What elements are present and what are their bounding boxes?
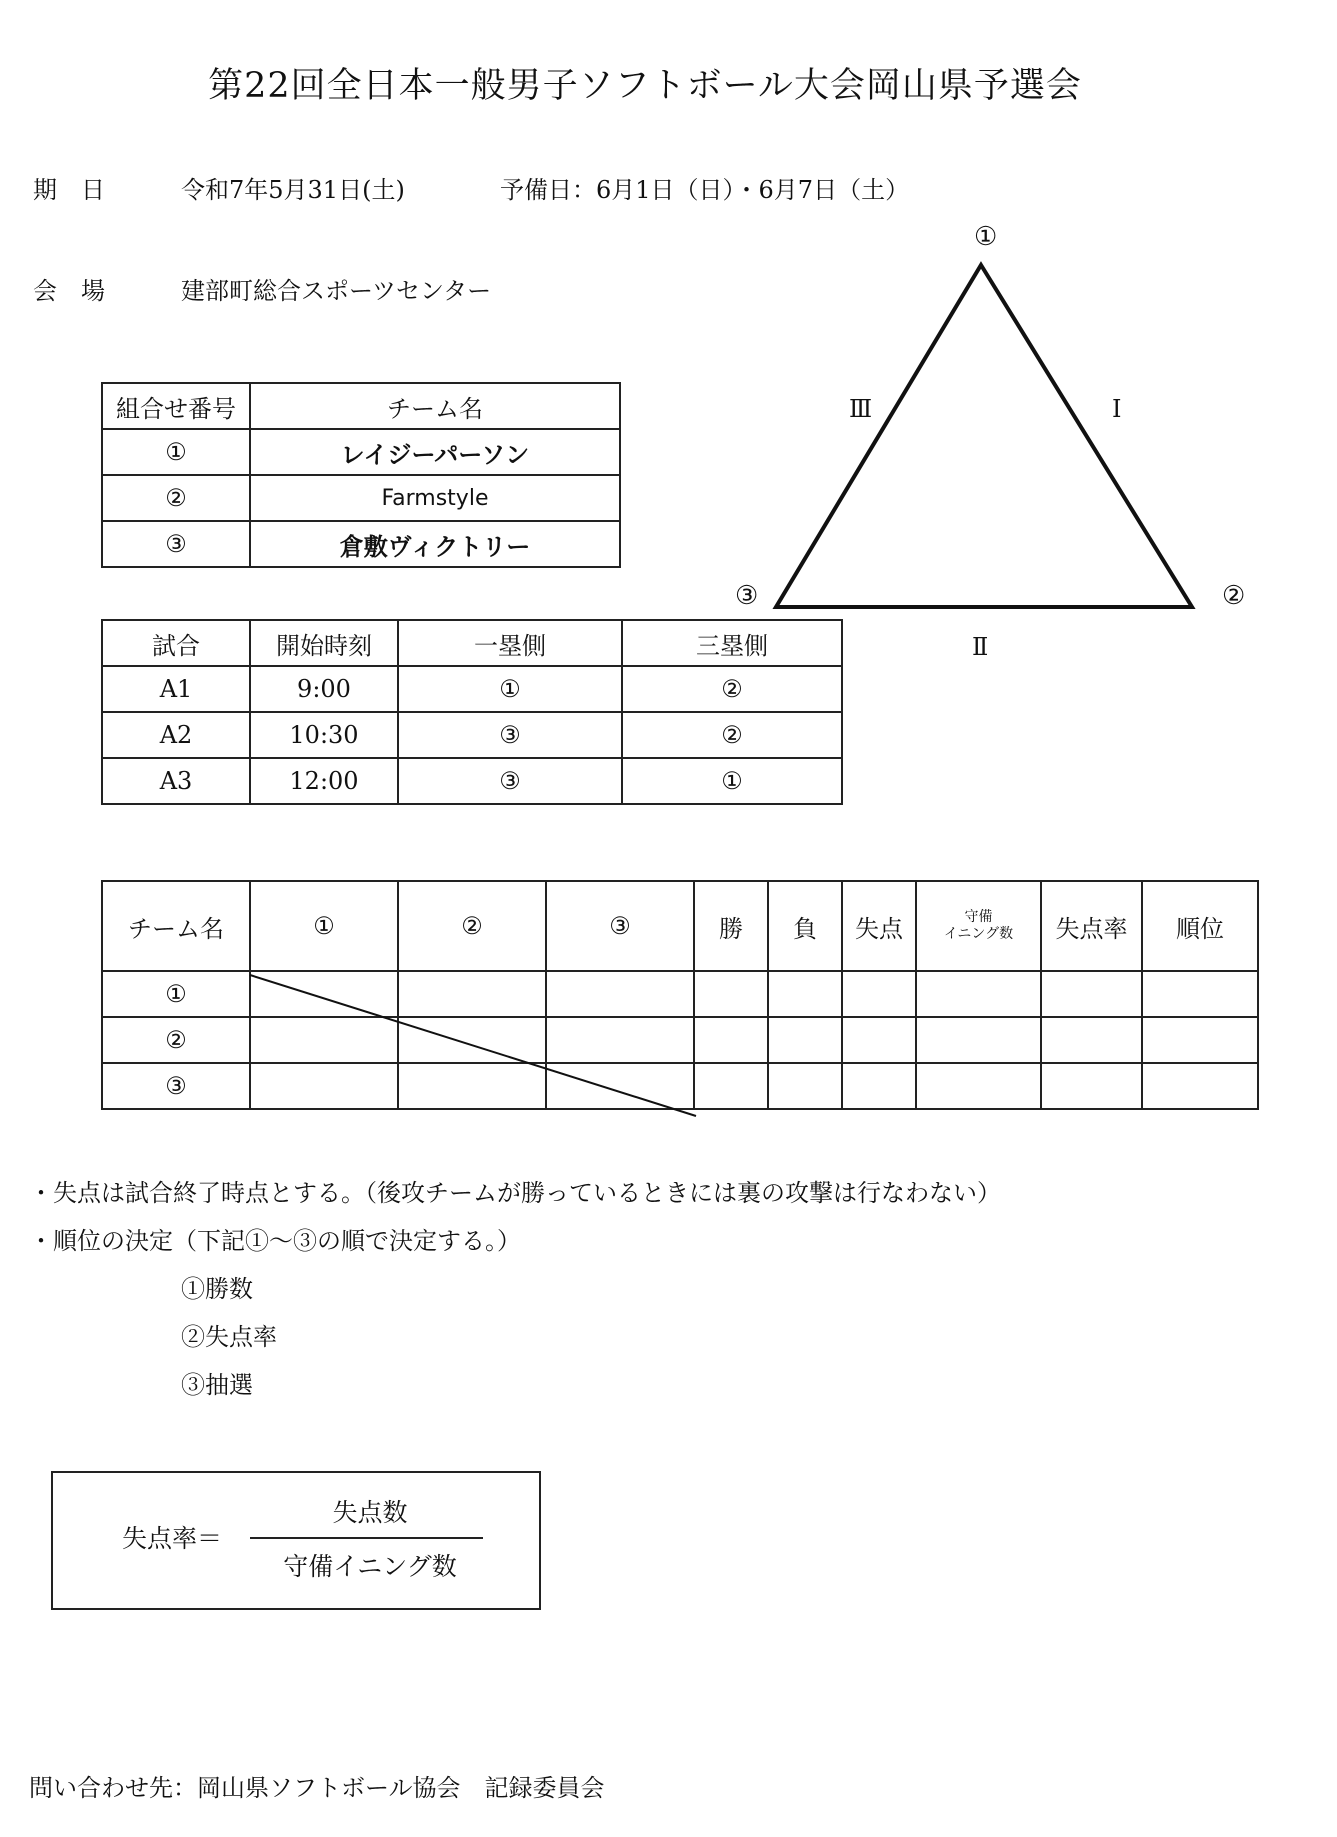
header-cell: ② <box>398 881 546 971</box>
formula-box <box>51 1471 541 1610</box>
formula-denominator: 守備イニング数 <box>283 1552 457 1581</box>
table-row <box>102 475 620 521</box>
header-cell: チーム名 <box>102 881 250 971</box>
draw-table <box>101 382 621 568</box>
formula-lhs: 失点率＝ <box>122 1524 223 1553</box>
result-cell <box>250 1017 398 1063</box>
results-table <box>101 880 1259 1110</box>
formula-numerator: 失点数 <box>332 1498 408 1527</box>
rank-rule-1: ①勝数 <box>181 1275 253 1303</box>
draw-number: ③ <box>102 521 250 567</box>
result-cell <box>250 1063 398 1109</box>
row-label: ③ <box>102 1063 250 1109</box>
result-cell <box>768 1017 842 1063</box>
result-cell <box>916 1063 1041 1109</box>
table-row <box>102 521 620 567</box>
result-cell <box>398 1063 546 1109</box>
third-base-team: ② <box>622 666 842 712</box>
header-cell <box>916 881 1041 971</box>
diagonal-cell <box>250 971 398 1017</box>
third-base-team: ① <box>622 758 842 804</box>
header-subline: 守備 <box>964 909 993 925</box>
side-bottom-label: Ⅱ <box>972 633 989 661</box>
start-time: 9:00 <box>250 666 398 712</box>
note-line-2: ・順位の決定（下記①～③の順で決定する。） <box>29 1227 521 1255</box>
result-cell <box>842 1063 916 1109</box>
team-name: レイジーパーソン <box>250 429 620 475</box>
third-base-team: ② <box>622 712 842 758</box>
first-base-team: ③ <box>398 758 622 804</box>
header-cell: 三塁側 <box>622 620 842 666</box>
schedule-table <box>101 619 843 805</box>
result-cell <box>546 1017 694 1063</box>
result-cell <box>768 1063 842 1109</box>
header-cell: 失点率 <box>1041 881 1142 971</box>
first-base-team: ③ <box>398 712 622 758</box>
result-cell <box>694 971 768 1017</box>
diagonal-cell <box>546 1063 694 1109</box>
result-cell <box>1142 971 1258 1017</box>
table-row <box>102 712 842 758</box>
header-cell: 順位 <box>1142 881 1258 971</box>
date-label: 期 日 <box>33 176 105 204</box>
vertex-top-label: ① <box>974 222 998 252</box>
reserve-date: 予備日：6月1日（日）・6月7日（土） <box>500 176 910 204</box>
triangle-shape <box>776 265 1192 607</box>
diagonal-cell <box>398 1017 546 1063</box>
first-base-team: ① <box>398 666 622 712</box>
start-time: 12:00 <box>250 758 398 804</box>
table-row <box>102 881 1258 971</box>
game-id: A3 <box>102 758 250 804</box>
result-cell <box>546 971 694 1017</box>
row-label: ② <box>102 1017 250 1063</box>
result-cell <box>694 1063 768 1109</box>
table-row <box>102 758 842 804</box>
header-cell: 試合 <box>102 620 250 666</box>
team-name: Farmstyle <box>250 475 620 521</box>
result-cell <box>1142 1017 1258 1063</box>
page-title: 第22回全日本一般男子ソフトボール大会岡山県予選会 <box>208 66 1082 106</box>
result-cell <box>768 971 842 1017</box>
vertex-right-label: ② <box>1222 581 1246 611</box>
venue-value: 建部町総合スポーツセンター <box>181 277 492 305</box>
side-left-label: Ⅲ <box>849 395 873 423</box>
header-cell: ① <box>250 881 398 971</box>
table-row <box>102 383 620 429</box>
result-cell <box>1041 971 1142 1017</box>
table-row <box>102 971 1258 1017</box>
game-id: A1 <box>102 666 250 712</box>
contact-info: 問い合わせ先：岡山県ソフトボール協会 記録委員会 <box>29 1774 605 1802</box>
header-cell: 勝 <box>694 881 768 971</box>
header-cell: チーム名 <box>250 383 620 429</box>
result-cell <box>842 971 916 1017</box>
table-row <box>102 1017 1258 1063</box>
draw-number: ② <box>102 475 250 521</box>
date-value: 令和7年5月31日(土) <box>181 176 405 204</box>
header-cell: 開始時刻 <box>250 620 398 666</box>
note-line-1: ・失点は試合終了時点とする。（後攻チームが勝っているときには裏の攻撃は行なわない） <box>29 1179 1001 1207</box>
table-row <box>102 620 842 666</box>
header-cell: 一塁側 <box>398 620 622 666</box>
rank-rule-2: ②失点率 <box>181 1323 277 1351</box>
result-cell <box>1142 1063 1258 1109</box>
result-cell <box>916 1017 1041 1063</box>
result-cell <box>398 971 546 1017</box>
start-time: 10:30 <box>250 712 398 758</box>
header-cell: ③ <box>546 881 694 971</box>
table-row <box>102 1063 1258 1109</box>
rank-rule-3: ③抽選 <box>181 1371 253 1399</box>
header-cell: 負 <box>768 881 842 971</box>
header-cell: 失点 <box>842 881 916 971</box>
table-row <box>102 429 620 475</box>
vertex-left-label: ③ <box>735 581 759 611</box>
result-cell <box>694 1017 768 1063</box>
fraction-bar <box>250 1537 483 1539</box>
header-cell: 組合せ番号 <box>102 383 250 429</box>
table-row <box>102 666 842 712</box>
result-cell <box>1041 1017 1142 1063</box>
row-label: ① <box>102 971 250 1017</box>
result-cell <box>842 1017 916 1063</box>
team-name: 倉敷ヴィクトリー <box>250 521 620 567</box>
header-subline: イニング数 <box>943 926 1014 942</box>
draw-number: ① <box>102 429 250 475</box>
venue-label: 会 場 <box>33 277 105 305</box>
game-id: A2 <box>102 712 250 758</box>
result-cell <box>916 971 1041 1017</box>
side-right-label: Ⅰ <box>1112 395 1122 423</box>
result-cell <box>1041 1063 1142 1109</box>
